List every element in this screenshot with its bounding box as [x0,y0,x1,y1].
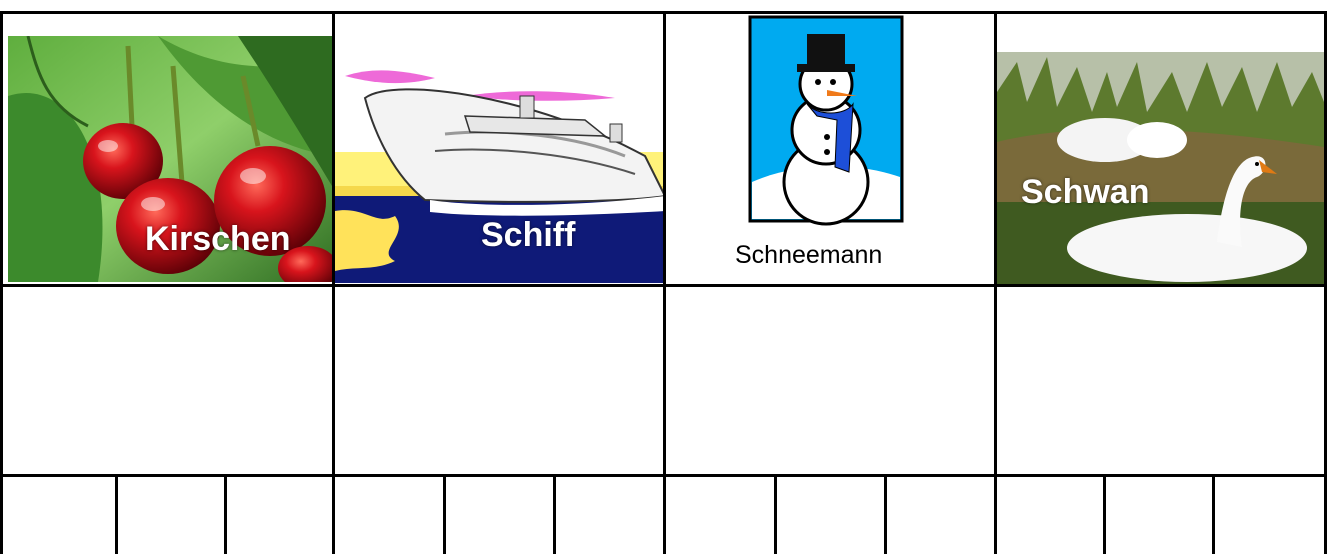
grid-line [553,474,556,554]
word-label: Schiff [481,216,576,254]
card-schiff [335,36,665,283]
card-schwan [997,52,1324,286]
grid-line [1103,474,1106,554]
grid-line [224,474,227,554]
grid-line [0,11,3,554]
swans-image [997,52,1324,286]
grid-line [994,11,997,554]
grid-line [884,474,887,554]
word-label: Schwan [1021,173,1150,211]
card-kirschen [8,36,332,282]
card-schneemann [667,12,994,285]
grid-line [1212,474,1215,554]
word-label: Kirschen [145,220,291,258]
grid-line [663,11,666,554]
word-label: Schneemann [735,241,883,269]
grid-line [332,11,335,554]
grid-line [443,474,446,554]
grid-line [115,474,118,554]
grid-line [774,474,777,554]
